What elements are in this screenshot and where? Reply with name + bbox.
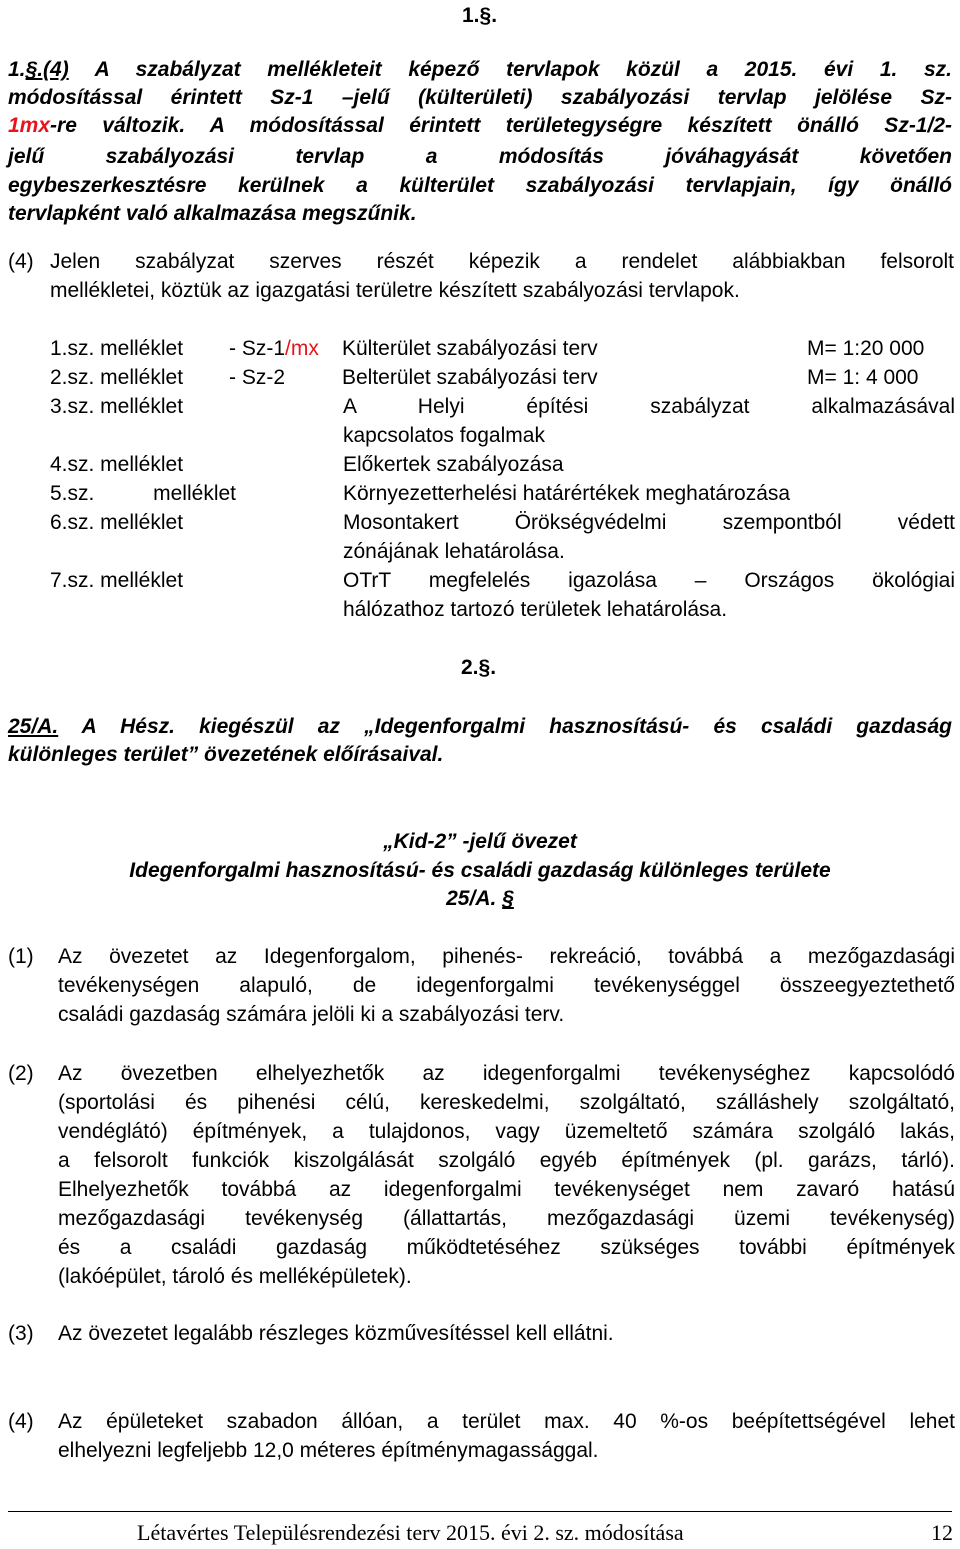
annex-7-label: 7.sz. melléklet xyxy=(50,569,184,592)
amendment-line-4: jelű szabályozási tervlap a módosítás jóváhagyását követően xyxy=(8,145,952,168)
zone-title-3: 25/A. § xyxy=(446,887,514,910)
annex-7-desc-2: hálózathoz tartozó területek lehatárolása. xyxy=(343,598,728,621)
amendment-line-6: tervlapként való alkalmazása megszűnik. xyxy=(8,202,417,225)
annex-1-code: - Sz-1/mx xyxy=(229,337,319,360)
section-mark-2: 2.§. xyxy=(461,656,497,679)
zone-title-2: Idegenforgalmi hasznosítású- és családi gazdaság különleges területe xyxy=(129,859,831,882)
rule-2-line-2: (sportolási és pihenési célú, kereskedelmi, szolgáltató, szálláshely szolgáltató, xyxy=(58,1091,955,1114)
amendment-code-mx: 1mx xyxy=(8,114,51,137)
amendment-line-3: 1mx-re változik. A módosítással érintett területegységre készített önálló Sz-1/2- xyxy=(8,114,952,137)
rule-2-line-1: Az övezetben elhelyezhetők az idegenforgalmi tevékenységhez kapcsolódó xyxy=(58,1062,955,1085)
amendment-section-ref: §.(4) xyxy=(25,58,69,81)
annex-2-label: 2.sz. melléklet xyxy=(50,366,184,389)
annex-1-scale: M= 1:20 000 xyxy=(807,337,925,360)
section-mark-1: 1.§. xyxy=(462,4,498,27)
footer-text: Létavértes Településrendezési terv 2015. évi 2. sz. módosítása xyxy=(137,1520,684,1545)
annex-4-label: 4.sz. melléklet xyxy=(50,453,184,476)
annex-1-desc: Külterület szabályozási terv xyxy=(342,337,598,360)
annex-5-desc: Környezetterhelési határértékek meghatározása xyxy=(343,482,791,505)
para4-line-2: mellékletei, köztük az igazgatási területre készített szabályozási tervlapok. xyxy=(50,279,740,302)
rule-2-line-4: a felsorolt funkciók kiszolgálását szolgáló egyéb építmények (pl. garázs, tárló). xyxy=(58,1149,955,1172)
rule-4-line-2: elhelyezni legfeljebb 12,0 méteres építménymagassággal. xyxy=(58,1439,599,1462)
para4-number: (4) xyxy=(8,250,34,273)
rule-3-number: (3) xyxy=(8,1322,34,1345)
amendment-line-5: egybeszerkesztésre kerülnek a külterület szabályozási tervlapjain, így önálló xyxy=(8,174,952,197)
rule-3-line-1: Az övezetet legalább részleges közművesítéssel kell ellátni. xyxy=(58,1322,614,1345)
annex-6-label: 6.sz. melléklet xyxy=(50,511,184,534)
annex-1-label: 1.sz. melléklet xyxy=(50,337,184,360)
rule-1-number: (1) xyxy=(8,945,34,968)
rule-2-line-7: és a családi gazdaság működtetéséhez szükséges további építmények xyxy=(58,1236,955,1259)
para4-line-1: Jelen szabályzat szerves részét képezik a rendelet alábbiakban felsorolt xyxy=(50,250,954,273)
rule-2-line-6: mezőgazdasági tevékenység (állattartás, mezőgazdasági üzemi tevékenység) xyxy=(58,1207,955,1230)
annex-7-desc-1: OTrT megfelelés igazolása – Országos ökológiai xyxy=(343,569,955,592)
rule-2-line-5: Elhelyezhetők továbbá az idegenforgalmi tevékenységet nem zavaró hatású xyxy=(58,1178,955,1201)
rule-4-number: (4) xyxy=(8,1410,34,1433)
annex-3-desc-1: A Helyi építési szabályzat alkalmazásával xyxy=(343,395,955,418)
annex-2-desc: Belterület szabályozási terv xyxy=(342,366,598,389)
footer-divider xyxy=(8,1511,952,1512)
rule-1-line-2: tevékenységen alapuló, de idegenforgalmi tevékenységgel összeegyeztethető xyxy=(58,974,955,997)
rule-4-line-1: Az épületeket szabadon állóan, a terület max. 40 %-os beépítettségével lehet xyxy=(58,1410,955,1433)
section2-line-1: 25/A. A Hész. kiegészül az „Idegenforgalmi hasznosítású- és családi gazdaság xyxy=(8,715,952,738)
amendment-line-1: 1.§.(4) A szabályzat mellékleteit képező tervlapok közül a 2015. évi 1. sz. xyxy=(8,58,952,81)
annex-6-desc-2: zónájának lehatárolása. xyxy=(343,540,565,563)
rule-2-number: (2) xyxy=(8,1062,34,1085)
rule-1-line-1: Az övezetet az Idegenforgalom, pihenés- rekreáció, továbbá a mezőgazdasági xyxy=(58,945,955,968)
annex-2-scale: M= 1: 4 000 xyxy=(807,366,919,389)
rule-1-line-3: családi gazdaság számára jelöli ki a szabályozási terv. xyxy=(58,1003,565,1026)
rule-2-line-8: (lakóépület, tároló és melléképületek). xyxy=(58,1265,412,1288)
amendment-line-2: módosítással érintett Sz-1 –jelű (külterületi) szabályozási tervlap jelölése Sz- xyxy=(8,86,952,109)
rule-2-line-3: vendéglátó) építmények, a tulajdonos, vagy üzemeltető számára szolgáló lakás, xyxy=(58,1120,955,1143)
section2-line-2: különleges terület” övezetének előírásaival. xyxy=(8,743,444,766)
annex-6-desc-1: Mosontakert Örökségvédelmi szempontból védett xyxy=(343,511,955,534)
annex-3-label: 3.sz. melléklet xyxy=(50,395,184,418)
zone-title-1: „Kid-2” -jelű övezet xyxy=(383,830,577,853)
annex-3-desc-2: kapcsolatos fogalmak xyxy=(343,424,545,447)
annex-4-desc: Előkertek szabályozása xyxy=(343,453,564,476)
annex-5-label: 5.sz. melléklet xyxy=(50,482,236,505)
section2-number: 25/A. xyxy=(8,715,59,738)
annex-2-code: - Sz-2 xyxy=(229,366,286,389)
footer-page-number: 12 xyxy=(931,1520,953,1545)
zone-section-sign: § xyxy=(502,887,514,910)
